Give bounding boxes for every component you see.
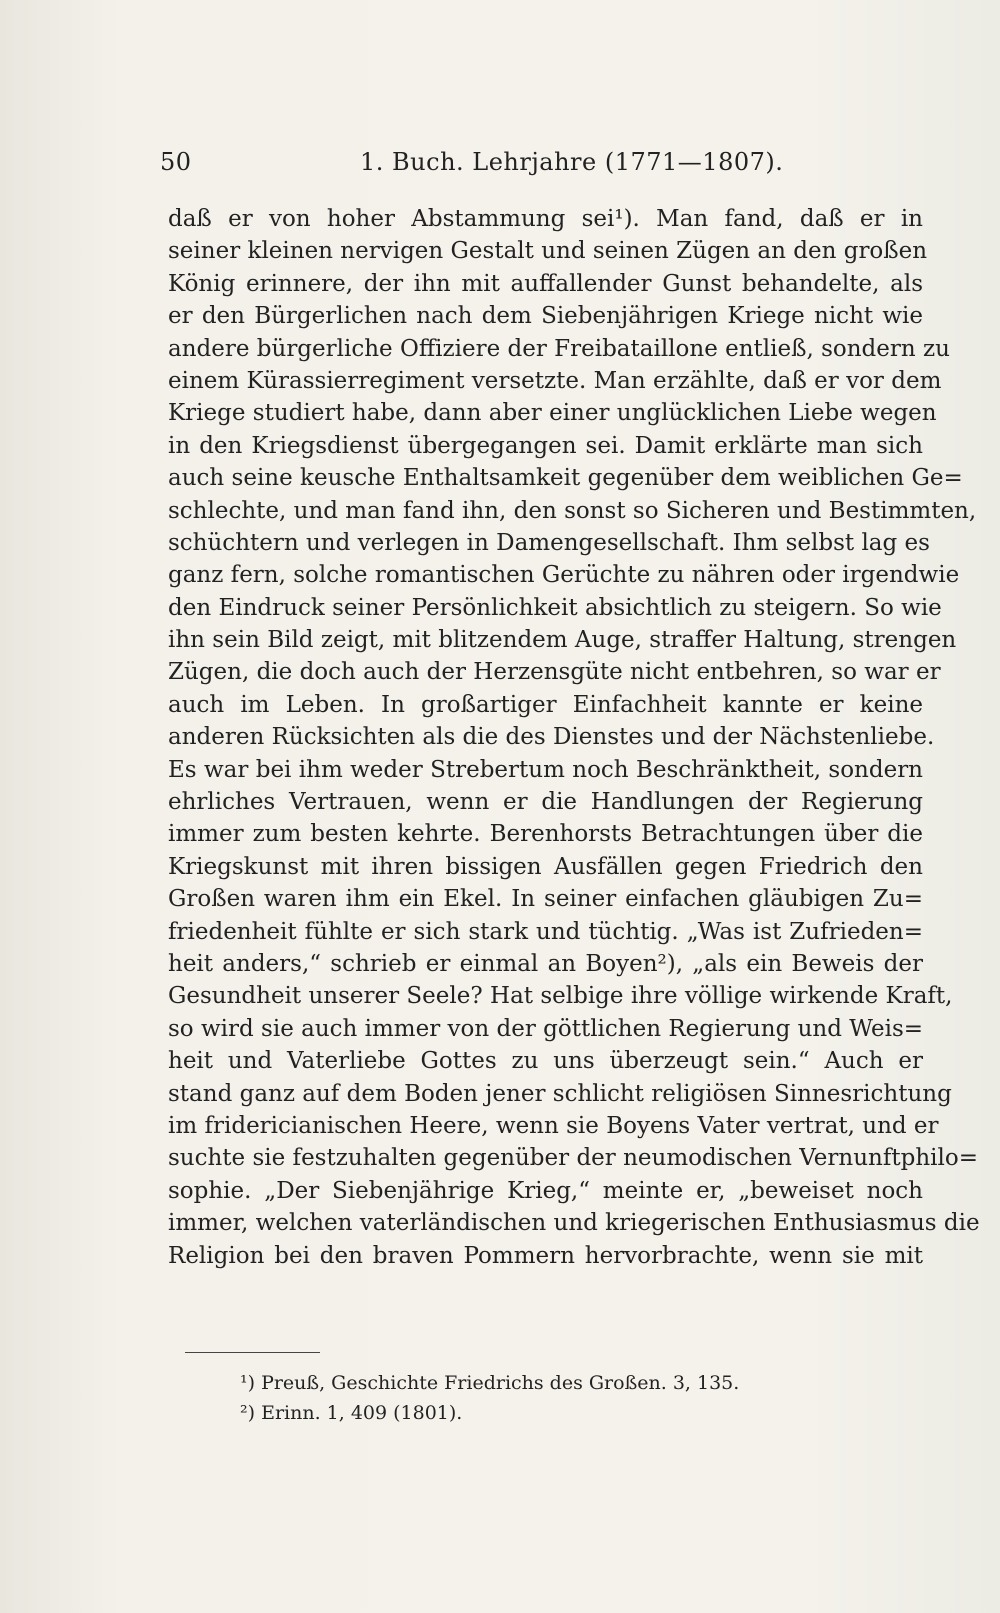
footnotes — [240, 1368, 739, 1428]
page-number: 50 — [160, 148, 192, 176]
text-line: ganz fern, solche romantischen Gerüchte zu nähren oder irgendwie — [168, 562, 960, 589]
running-title: 1. Buch. Lehrjahre (1771—1807). — [360, 148, 784, 176]
text-line: seiner kleinen nervigen Gestalt und seinen Zügen an den großen — [168, 238, 928, 265]
text-line: friedenheit fühlte er sich stark und tüchtig. „Was ist Zufrieden= — [168, 918, 923, 945]
body-text — [168, 203, 980, 1272]
text-line: immer, welchen vaterländischen und kriegerischen Enthusiasmus die — [168, 1210, 980, 1237]
text-line: er den Bürgerlichen nach dem Siebenjährigen Kriege nicht wie — [168, 303, 923, 330]
text-line: sophie. „Der Siebenjährige Krieg,“ meinte er, „beweiset noch — [168, 1177, 923, 1204]
text-line: auch im Leben. In großartiger Einfachheit kannte er keine — [168, 691, 923, 718]
text-line: den Eindruck seiner Persönlichkeit absichtlich zu steigern. So wie — [168, 594, 942, 621]
text-line: anderen Rücksichten als die des Dienstes und der Nächstenliebe. — [168, 724, 935, 751]
text-line: so wird sie auch immer von der göttlichen Regierung und Weis= — [168, 1015, 924, 1042]
text-line: Zügen, die doch auch der Herzensgüte nicht entbehren, so war er — [168, 659, 941, 686]
text-line: Gesundheit unserer Seele? Hat selbige ihre völlige wirkende Kraft, — [168, 983, 953, 1010]
text-line: ehrliches Vertrauen, wenn er die Handlungen der Regierung — [168, 789, 923, 816]
text-line: Es war bei ihm weder Strebertum noch Beschränktheit, sondern — [168, 756, 923, 783]
text-line: schlechte, und man fand ihn, den sonst so Sicheren und Bestimmten, — [168, 497, 977, 524]
text-line: schüchtern und verlegen in Damengesellschaft. Ihm selbst lag es — [168, 529, 930, 556]
text-line: heit und Vaterliebe Gottes zu uns überzeugt sein.“ Auch er — [168, 1048, 923, 1075]
text-line: Kriegskunst mit ihren bissigen Ausfällen gegen Friedrich den — [168, 853, 923, 880]
text-line: Kriege studiert habe, dann aber einer unglücklichen Liebe wegen — [168, 400, 937, 427]
text-line: immer zum besten kehrte. Berenhorsts Betrachtungen über die — [168, 821, 923, 848]
text-line: im fridericianischen Heere, wenn sie Boyens Vater vertrat, und er — [168, 1112, 939, 1139]
text-line: König erinnere, der ihn mit auffallender Gunst behandelte, als — [168, 270, 923, 297]
text-line: suchte sie festzuhalten gegenüber der neumodischen Vernunftphilo= — [168, 1145, 978, 1172]
footnote-divider — [185, 1352, 320, 1353]
text-line: auch seine keusche Enthaltsamkeit gegenüber dem weiblichen Ge= — [168, 465, 963, 492]
text-line: Großen waren ihm ein Ekel. In seiner einfachen gläubigen Zu= — [168, 886, 923, 913]
text-line: ihn sein Bild zeigt, mit blitzendem Auge, straffer Haltung, strengen — [168, 627, 957, 654]
text-line: in den Kriegsdienst übergegangen sei. Damit erklärte man sich — [168, 432, 923, 459]
footnote: ²) Erinn. 1, 409 (1801). — [240, 1402, 463, 1424]
text-line: einem Kürassierregiment versetzte. Man erzählte, daß er vor dem — [168, 367, 942, 394]
text-line: daß er von hoher Abstammung sei¹). Man fand, daß er in — [168, 206, 923, 232]
text-line: heit anders,“ schrieb er einmal an Boyen²), „als ein Beweis der — [168, 950, 923, 977]
text-line: andere bürgerliche Offiziere der Freibataillone entließ, sondern zu — [168, 335, 950, 362]
text-line: stand ganz auf dem Boden jener schlicht religiösen Sinnesrichtung — [168, 1080, 952, 1107]
text-line: Religion bei den braven Pommern hervorbrachte, wenn sie mit — [168, 1242, 923, 1269]
footnote: ¹) Preuß, Geschichte Friedrichs des Großen. 3, 135. — [240, 1372, 740, 1394]
